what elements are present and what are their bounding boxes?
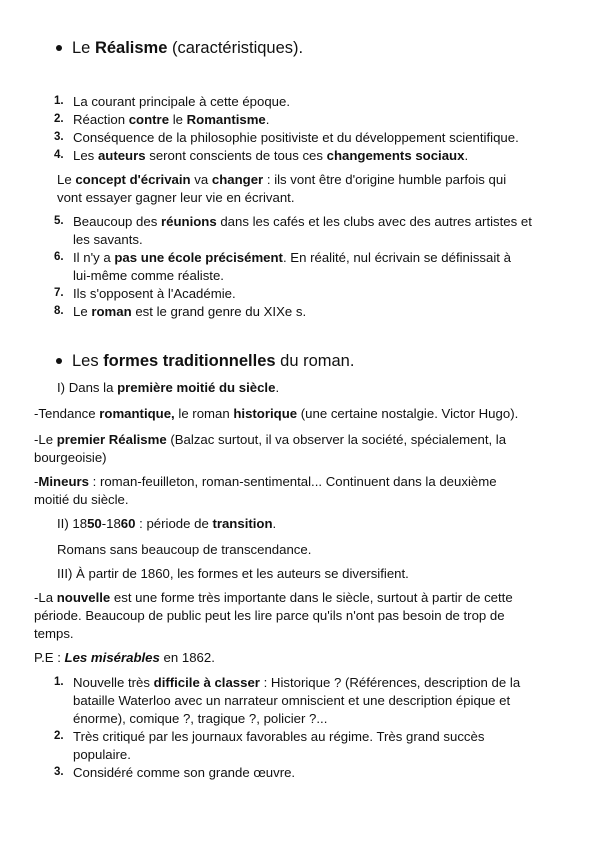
paragraph: -La nouvelle est une forme très importante dans le siècle, surtout à partir de cette	[34, 590, 513, 605]
paragraph: I) Dans la première moitié du siècle.	[57, 380, 280, 395]
bullet-icon	[56, 45, 62, 51]
paragraph-concept: Le concept d'écrivain va changer : ils vont être d'origine humble parfois qui	[57, 172, 507, 187]
paragraph-cont: temps.	[34, 626, 74, 641]
list-item: Le roman est le grand genre du XIXe s.	[73, 304, 307, 319]
list-item-cont: bataille Waterloo avec un narrateur omniscient et une description épique et	[73, 693, 511, 708]
paragraph: -Tendance romantique, le roman historique (une certaine nostalgie. Victor Hugo).	[34, 406, 519, 421]
list-item-cont: les savants.	[73, 232, 143, 247]
list-number: 2.	[54, 730, 64, 742]
list-item: Les auteurs seront conscients de tous ces changements sociaux.	[73, 148, 469, 163]
section-title-realisme: Le Réalisme (caractéristiques).	[72, 39, 304, 57]
list-number: 8.	[54, 305, 64, 317]
list-item: Considéré comme son grande œuvre.	[73, 765, 296, 780]
paragraph-cont: période. Beaucoup de public peut les lire parce qu'ils n'ont pas besoin de trop de	[34, 608, 505, 623]
bullet-icon	[56, 358, 62, 364]
list-number: 1.	[54, 95, 64, 107]
list-number: 3.	[54, 766, 64, 778]
list-number: 5.	[54, 215, 64, 227]
paragraph: III) À partir de 1860, les formes et les auteurs se diversifient.	[57, 566, 409, 581]
list-number: 6.	[54, 251, 64, 263]
list-item: Réaction contre le Romantisme.	[73, 112, 270, 127]
paragraph-concept-cont: vont essayer gagner leur vie en écrivant.	[57, 190, 295, 205]
list-item: Très critiqué par les journaux favorables au régime. Très grand succès	[73, 729, 485, 744]
paragraph-pe: P.E : Les misérables en 1862.	[34, 650, 215, 665]
section-title-formes: Les formes traditionnelles du roman.	[72, 352, 355, 370]
paragraph: -Le premier Réalisme (Balzac surtout, il va observer la société, spécialement, la	[34, 432, 507, 447]
list-item: Il n'y a pas une école précisément. En réalité, nul écrivain se définissait à	[73, 250, 511, 265]
list-number: 2.	[54, 113, 64, 125]
list-item-cont: populaire.	[73, 747, 131, 762]
paragraph-cont: moitié du siècle.	[34, 492, 129, 507]
list-item-cont: énorme), comique ?, tragique ?, policier ?...	[73, 711, 328, 726]
paragraph-cont: bourgeoisie)	[34, 450, 107, 465]
list-number: 3.	[54, 131, 64, 143]
list-item: La courant principale à cette époque.	[73, 94, 291, 109]
list-item: Conséquence de la philosophie positiviste et du développement scientifique.	[73, 130, 519, 145]
list-item: Beaucoup des réunions dans les cafés et les clubs avec des autres artistes et	[73, 214, 532, 229]
list-item: Nouvelle très difficile à classer : Historique ? (Références, description de la	[73, 675, 521, 690]
list-number: 7.	[54, 287, 64, 299]
paragraph: II) 1850-1860 : période de transition.	[57, 516, 277, 531]
paragraph: -Mineurs : roman-feuilleton, roman-sentimental... Continuent dans la deuxième	[34, 474, 497, 489]
list-number: 4.	[54, 149, 64, 161]
paragraph: Romans sans beaucoup de transcendance.	[57, 542, 312, 557]
list-item: Ils s'opposent à l'Académie.	[73, 286, 236, 301]
list-number: 1.	[54, 676, 64, 688]
list-item-cont: lui-même comme réaliste.	[73, 268, 224, 283]
